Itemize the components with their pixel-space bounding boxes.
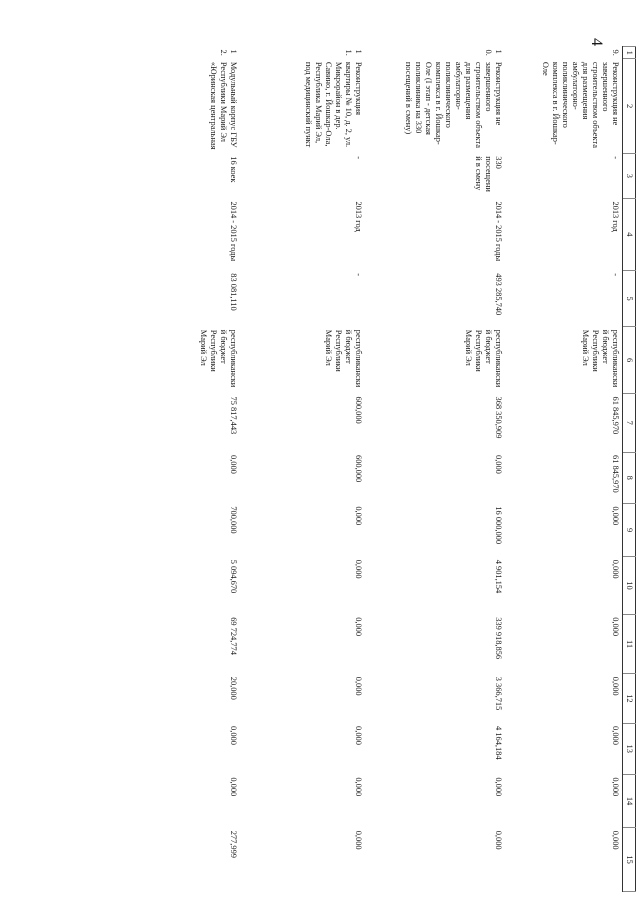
value-cell: 0,000	[494, 830, 503, 850]
value-cell: -	[611, 273, 620, 277]
period-cell: 2013 год	[354, 201, 363, 232]
value-cell: 0,000	[354, 777, 363, 797]
value-cell: 83 081,110	[229, 273, 238, 311]
period-cell: 2014 - 2015 годы	[229, 201, 238, 262]
value-cell: -	[354, 273, 363, 277]
value-cell: 0,000	[611, 676, 620, 696]
period-cell: 2014 - 2015 годы	[494, 201, 503, 262]
value-cell: 5 094,670	[229, 559, 238, 594]
capacity-cell: -	[611, 156, 620, 160]
value-cell: 0,000	[354, 617, 363, 637]
value-cell: 0,000	[229, 777, 238, 797]
value-cell: 700,000	[229, 506, 238, 534]
capacity-cell: 330 посещений в смену	[474, 156, 503, 192]
value-cell: 0,000	[354, 726, 363, 745]
column-header: 14	[623, 774, 636, 827]
table-row	[240, 47, 365, 892]
object-name: Реконструкция квартиры № 10, д. 2, ул. Микрорайон в дер. Савино, г. Йошкар-Ола, Республика Марий Эл, под медицинский пункт	[304, 61, 363, 148]
value-cell: 0,000	[354, 506, 363, 526]
value-cell: 0,000	[494, 777, 503, 797]
object-name: Реконструкция не завершенного строительством объекта для размещения амбулаторно-поликлинического комплекса в г. Йошкар-Оле (I этап - детская поликлиника на 330 посещений в смену)	[404, 61, 503, 148]
value-cell: 0,000	[354, 830, 363, 850]
column-header: 15	[623, 828, 636, 892]
value-cell: 75 817,443	[229, 396, 238, 435]
value-cell: 20,000	[229, 676, 238, 700]
table-row	[505, 47, 623, 892]
table-header-row	[623, 47, 636, 892]
source-cell: республиканский бюджет Республики Марий Эл	[581, 329, 620, 388]
column-header: 11	[623, 614, 636, 674]
value-cell: 600,000	[354, 396, 363, 424]
column-header: 1	[623, 47, 636, 59]
column-header: 13	[623, 723, 636, 774]
value-cell: 0,000	[611, 559, 620, 579]
value-cell: 493 285,740	[494, 273, 503, 316]
source-cell: республиканский бюджет Республики Марий Эл	[324, 329, 363, 388]
value-cell: 61 845,970	[611, 455, 620, 493]
source-cell: республиканский бюджет Республики Марий Эл	[199, 329, 238, 388]
value-cell: 0,000	[611, 617, 620, 637]
rotated-table-container	[128, 46, 636, 892]
value-cell: 0,000	[611, 830, 620, 850]
page-number: 4	[588, 38, 605, 46]
row-number: 12.	[219, 49, 238, 56]
period-cell: 2013 год	[611, 201, 620, 232]
value-cell: 277,999	[229, 830, 238, 858]
value-cell: 0,000	[229, 455, 238, 474]
column-header: 4	[623, 198, 636, 270]
value-cell: 0,000	[229, 726, 238, 745]
capacity-cell: -	[354, 156, 363, 160]
column-header: 2	[623, 59, 636, 153]
value-cell: 0,000	[354, 676, 363, 696]
value-cell: 3 366,715	[494, 676, 503, 711]
value-cell: 600,000	[354, 455, 363, 483]
value-cell: 0,000	[611, 726, 620, 745]
table-row	[365, 47, 505, 892]
value-cell: 339 918,856	[494, 617, 503, 660]
value-cell: 0,000	[611, 506, 620, 526]
column-header: 3	[623, 153, 636, 198]
value-cell: 16 000,000	[494, 506, 503, 545]
value-cell: 0,000	[494, 455, 503, 474]
value-cell: 61 845,970	[611, 396, 620, 435]
value-cell: 0,000	[354, 559, 363, 579]
column-header: 6	[623, 327, 636, 394]
value-cell: 0,000	[611, 777, 620, 797]
object-name: Реконструкция не завершенного строительством объекта для размещения амбулаторно-поликлинического комплекса в г. Йошкар-Оле	[541, 61, 620, 148]
column-header: 5	[623, 270, 636, 326]
column-header: 7	[623, 394, 636, 453]
object-name: Модульный корпус ГБУ Республики Марий Эл «Юринская центральная	[209, 61, 238, 150]
value-cell: 368 350,909	[494, 396, 503, 439]
column-header: 8	[623, 452, 636, 503]
source-cell: республиканский бюджет Республики Марий Эл	[464, 329, 503, 388]
table-row	[128, 47, 240, 892]
capacity-cell: 16 коек	[229, 156, 238, 183]
value-cell: 69 724,774	[229, 617, 238, 655]
row-number: 9.	[611, 49, 620, 56]
value-cell: 4 901,154	[494, 559, 503, 594]
column-header: 9	[623, 503, 636, 556]
budget-table	[128, 46, 636, 892]
column-header: 12	[623, 674, 636, 723]
row-number: 10.	[484, 49, 503, 56]
row-number: 11.	[344, 49, 363, 56]
column-header: 10	[623, 557, 636, 614]
value-cell: 4 164,184	[494, 726, 503, 760]
